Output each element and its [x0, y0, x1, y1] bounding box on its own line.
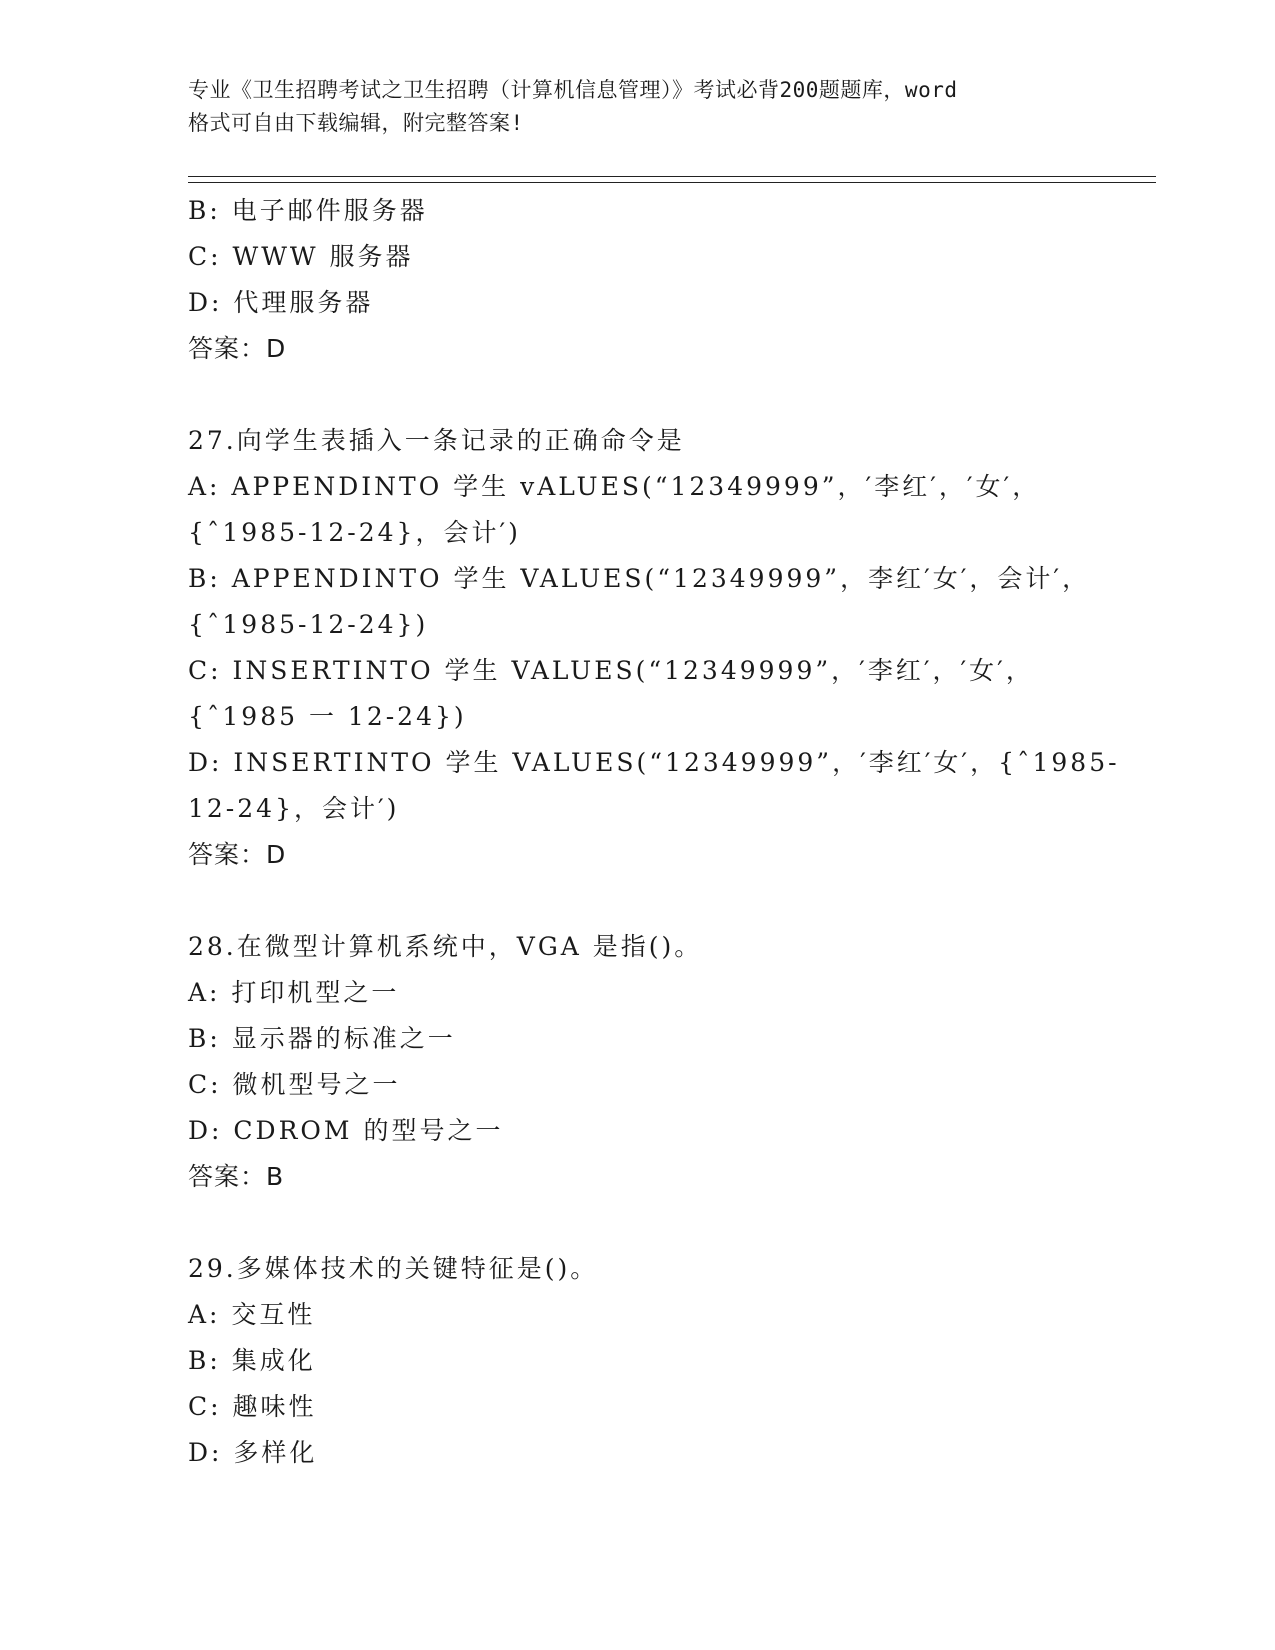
option-c: C: WWW 服务器 — [188, 242, 414, 271]
question-27-answer: 答案：D — [188, 840, 287, 869]
question-29-option-d: D: 多样化 — [188, 1438, 318, 1467]
question-27-option-line: {ˆ1985-12-24}) — [188, 610, 429, 639]
spacer — [188, 878, 1088, 924]
header-line-1: 专业《卫生招聘考试之卫生招聘（计算机信息管理）》考试必背200题题库，word — [188, 78, 958, 102]
document-header — [188, 74, 1088, 140]
question-29-option-a: A: 交互性 — [188, 1300, 316, 1329]
question-28-option-c: C: 微机型号之一 — [188, 1070, 401, 1099]
question-27-text: 27.向学生表插入一条记录的正确命令是 — [188, 426, 685, 455]
question-27-option-line: B: APPENDINTO 学生 VALUES(“12349999”，李红′女′，会计′， — [188, 564, 1091, 593]
header-line-2: 格式可自由下载编辑，附完整答案! — [188, 111, 524, 135]
question-28-answer: 答案：B — [188, 1162, 285, 1191]
question-29-text: 29.多媒体技术的关键特征是()。 — [188, 1254, 599, 1283]
question-28-option-b: B: 显示器的标准之一 — [188, 1024, 456, 1053]
question-content — [188, 188, 1120, 1476]
option-b: B: 电子邮件服务器 — [188, 196, 428, 225]
header-divider-bottom — [188, 182, 1156, 183]
spacer — [188, 1200, 1088, 1246]
option-d: D: 代理服务器 — [188, 288, 374, 317]
question-29-option-c: C: 趣味性 — [188, 1392, 317, 1421]
question-27-option-line: 12-24}，会计′) — [188, 794, 400, 823]
spacer — [188, 372, 1088, 418]
question-29-option-b: B: 集成化 — [188, 1346, 316, 1375]
question-27-option-line: C: INSERTINTO 学生 VALUES(“12349999”，′李红′，′女′， — [188, 656, 1034, 685]
question-27-option-line: A: APPENDINTO 学生 vALUES(“12349999”，′李红′，′女′， — [188, 472, 1041, 501]
answer-line: 答案：D — [188, 334, 287, 363]
question-27-option-line: {ˆ1985 一 12-24}) — [188, 702, 467, 731]
header-divider-top — [188, 176, 1156, 177]
question-28-text: 28.在微型计算机系统中，VGA 是指()。 — [188, 932, 703, 961]
question-28-option-d: D: CDROM 的型号之一 — [188, 1116, 504, 1145]
question-27-option-line: D: INSERTINTO 学生 VALUES(“12349999”，′李红′女′，{ˆ1985- — [188, 748, 1120, 777]
question-28-option-a: A: 打印机型之一 — [188, 978, 400, 1007]
question-27-option-line: {ˆ1985-12-24}，会计′) — [188, 518, 521, 547]
